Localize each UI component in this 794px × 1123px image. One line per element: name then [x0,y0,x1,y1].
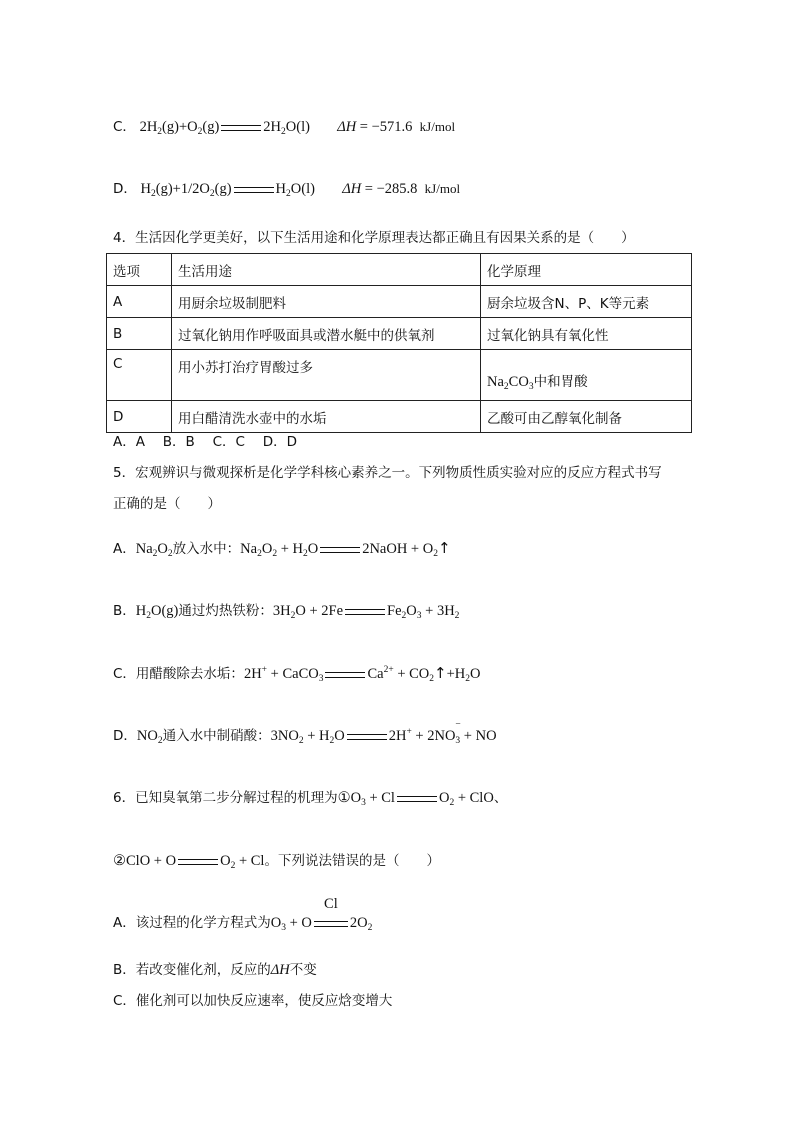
formula: $H_2O(g)$ [135,603,179,621]
equation: $2H_2(g)+O_2(g)$ $2H_2O(l)$ [139,119,314,137]
formula: $Na_2O_2$ [135,541,173,559]
delta-h-value: −285.8 [376,181,418,197]
option-label: B． [113,603,136,619]
delta-h: ΔH [342,181,362,197]
delta-h-value: −571.6 [371,119,413,135]
q5-stem-line1: 5．宏观辨识与微观探析是化学学科核心素养之一。下列物质性质实验对应的反应方程式书写 [113,465,662,481]
header-cell: 选项 [107,254,172,286]
table-cell: B [107,318,172,350]
q6-option-a [113,895,373,934]
option-label: D． [113,181,137,197]
table-cell: C [107,350,172,401]
q4-table [106,253,692,433]
table-cell: D [107,401,172,433]
table-cell: A [107,286,172,318]
delta-h: ΔH [337,119,357,135]
table-cell [481,350,692,401]
equation: $O_3 + O$ Cl $2O_2$ [270,895,373,933]
unit: kJ/mol [419,119,456,134]
option-label: A． [113,541,136,557]
q6-option-b [113,960,317,980]
step-1-equation: $①O_3 + Cl$ $O_2$ + ClO [337,790,494,808]
table-cell: 用小苏打治疗胃酸过多 [172,350,481,401]
q4-choices: A．A B．B C．C D．D [113,434,298,450]
header-cell: 生活用途 [172,254,481,286]
option-text: 通过灼热铁粉： [178,603,273,619]
table-cell: 过氧化钠具有氧化性 [481,318,692,350]
equation: $Na_2O_2 + H_2O$ 2NaOH + $O_2↑$ [240,539,451,559]
table-cell: 用白醋清洗水壶中的水垢 [172,401,481,433]
option-label: D． [113,728,137,744]
stem-text-end: 。下列说法错误的是（ ） [264,853,440,869]
formula: $NO_2$ [136,728,163,746]
equation: $H_2(g)+1/2O_2(g)$ $H_2O(l)$ [140,181,319,199]
q4-stem: 4．生活因化学更美好，以下生活用途和化学原理表达都正确且有因果关系的是（ ） [113,230,635,246]
header-cell: 化学原理 [481,254,692,286]
q6-stem-line2 [113,851,440,872]
q6-option-c: C．催化剂可以加快反应速率，使反应焓变增大 [113,993,393,1009]
q5-option-d [113,720,497,747]
option-text: 放入水中： [172,541,241,557]
option-label: B．若改变催化剂，反应的 [113,962,271,978]
table-header-row [107,254,692,286]
q5-option-a [113,538,451,560]
delta-h: ΔH [270,962,290,978]
option-text: 不变 [289,962,317,978]
option-label: A．该过程的化学方程式为 [113,915,271,931]
q5-option-c [113,663,480,685]
equation: 2H+ + CaCO$_3$ $Ca^{2+}$ + $CO_2↑+H_2O$ [243,664,481,684]
q3-option-d: D． $H_2(g)+1/2O_2(g)$ $H_2O(l) \Delta H = -285.8$ kJ/mol [113,181,461,199]
option-text: 通入水中制硝酸： [162,728,271,744]
table-cell: 厨余垃圾含N、P、K等元素 [481,286,692,318]
equation: $3NO_2 + H_2O$ 2H+ + 2NO $_{- 3}$ + NO [270,720,497,746]
q5-option-b [113,601,459,622]
cell-text: 中和胃酸 [533,373,588,390]
stem-text: 6．已知臭氧第二步分解过程的机理为 [113,790,338,806]
table-cell: 过氧化钠用作呼吸面具或潜水艇中的供氧剂 [172,318,481,350]
q6-stem-line1 [113,788,507,809]
table-row [107,318,692,350]
table-row [107,350,692,401]
q5-stem-line2: 正确的是（ ） [113,496,221,512]
catalyst-label: Cl [324,895,338,912]
stem-text-end: 、 [493,790,508,806]
unit: kJ/mol [424,181,461,196]
option-label: C．用醋酸除去水垢： [113,666,244,682]
table-cell: 用厨余垃圾制肥料 [172,286,481,318]
table-cell: 乙酸可由乙醇氧化制备 [481,401,692,433]
option-label: C． [113,119,136,135]
table-row [107,286,692,318]
equation: $3H_2O + 2Fe$ $Fe_2O_3 + 3H_2$ [272,603,460,621]
step-2-equation: ②ClO + O $O_2 + Cl$ [113,853,265,871]
table-row [107,401,692,433]
q3-option-c: C． $2H_2(g)+O_2(g)$ $2H_2O(l) \Delta H = -571.6$ kJ/mol [113,119,456,137]
formula: $Na_2CO_3$ [487,373,534,392]
